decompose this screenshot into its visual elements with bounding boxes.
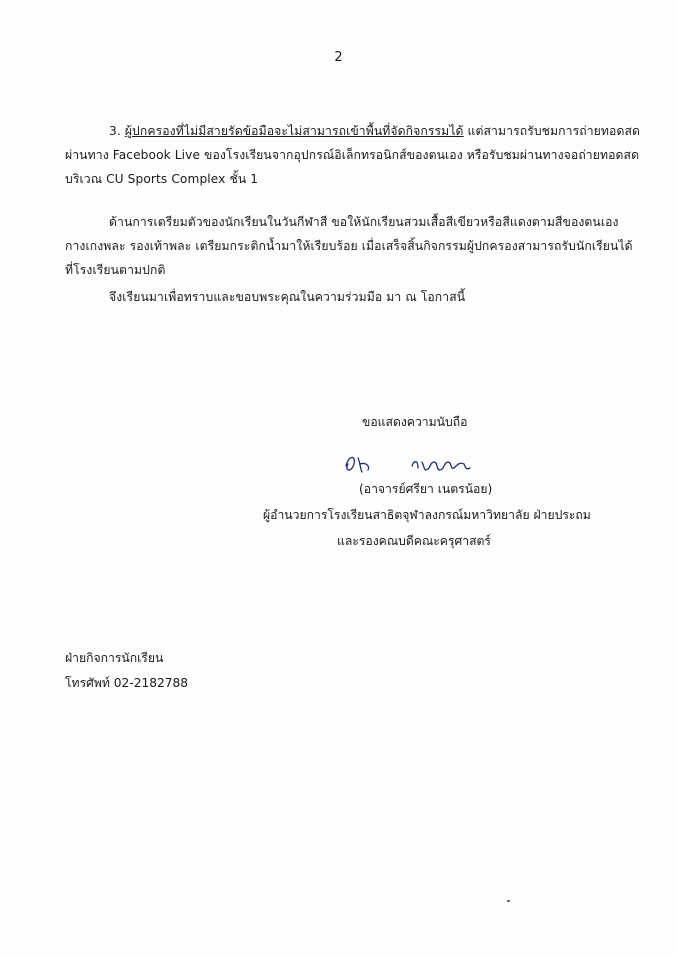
regards-text: ขอแสดงความนับถือ bbox=[362, 415, 468, 429]
signatory-title: ผู้อำนวยการโรงเรียนสาธิตจุฬาลงกรณ์มหาวิทยาลัย ฝ่ายประถม bbox=[263, 508, 591, 522]
paragraph-line: บริเวณ CU Sports Complex ชั้น 1 bbox=[65, 172, 259, 186]
item-number: 3. bbox=[109, 124, 125, 138]
phone-number: โทรศัพท์ 02-2182788 bbox=[65, 676, 188, 690]
contact-footer bbox=[65, 646, 188, 696]
paragraph-line: กางเกงพละ รองเท้าพละ เตรียมกระติกน้ำมาให้เรียบร้อย เมื่อเสร็จสิ้นกิจกรรมผู้ปกครองสามารถรับนักเรียนได้ bbox=[65, 239, 633, 253]
paragraph-line: ผ่านทาง Facebook Live ของโรงเรียนจากอุปกรณ์อิเล็กทรอนิกส์ของตนเอง หรือรับชมผ่านทางจอถ่ายทอดสด bbox=[65, 148, 640, 162]
signatory-block bbox=[250, 476, 620, 554]
underlined-notice: ผู้ปกครองที่ไม่มีสายรัดข้อมือจะไม่สามารถเข้าพื้นที่จัดกิจกรรมได้ bbox=[124, 124, 464, 138]
paragraph-preparation bbox=[65, 210, 633, 282]
paragraph-line: จึงเรียนมาเพื่อทราบและขอบพระคุณในความร่วมมือ มา ณ โอกาสนี้ bbox=[109, 290, 466, 304]
closing-statement bbox=[65, 285, 625, 309]
page-number: 2 bbox=[334, 50, 343, 65]
department-name: ฝ่ายกิจการนักเรียน bbox=[65, 651, 164, 665]
paragraph-line bbox=[65, 119, 641, 143]
line-rest: แต่สามารถรับชมการถ่ายทอดสด bbox=[463, 124, 641, 138]
paragraph-line: ด้านการเตรียมตัวของนักเรียนในวันกีฬาสี ขอให้นักเรียนสวมเสื้อสีเขียวหรือสีแดงตามสีของตนเอง bbox=[109, 215, 619, 229]
scan-speck bbox=[507, 900, 510, 902]
paragraph-line: ที่โรงเรียนตามปกติ bbox=[65, 263, 166, 277]
paragraph-guardian-access bbox=[65, 119, 641, 191]
signatory-title-secondary: และรองคณบดีคณะครุศาสตร์ bbox=[337, 534, 491, 548]
signatory-name: (อาจารย์ศรียา เนตรน้อย) bbox=[359, 482, 493, 496]
